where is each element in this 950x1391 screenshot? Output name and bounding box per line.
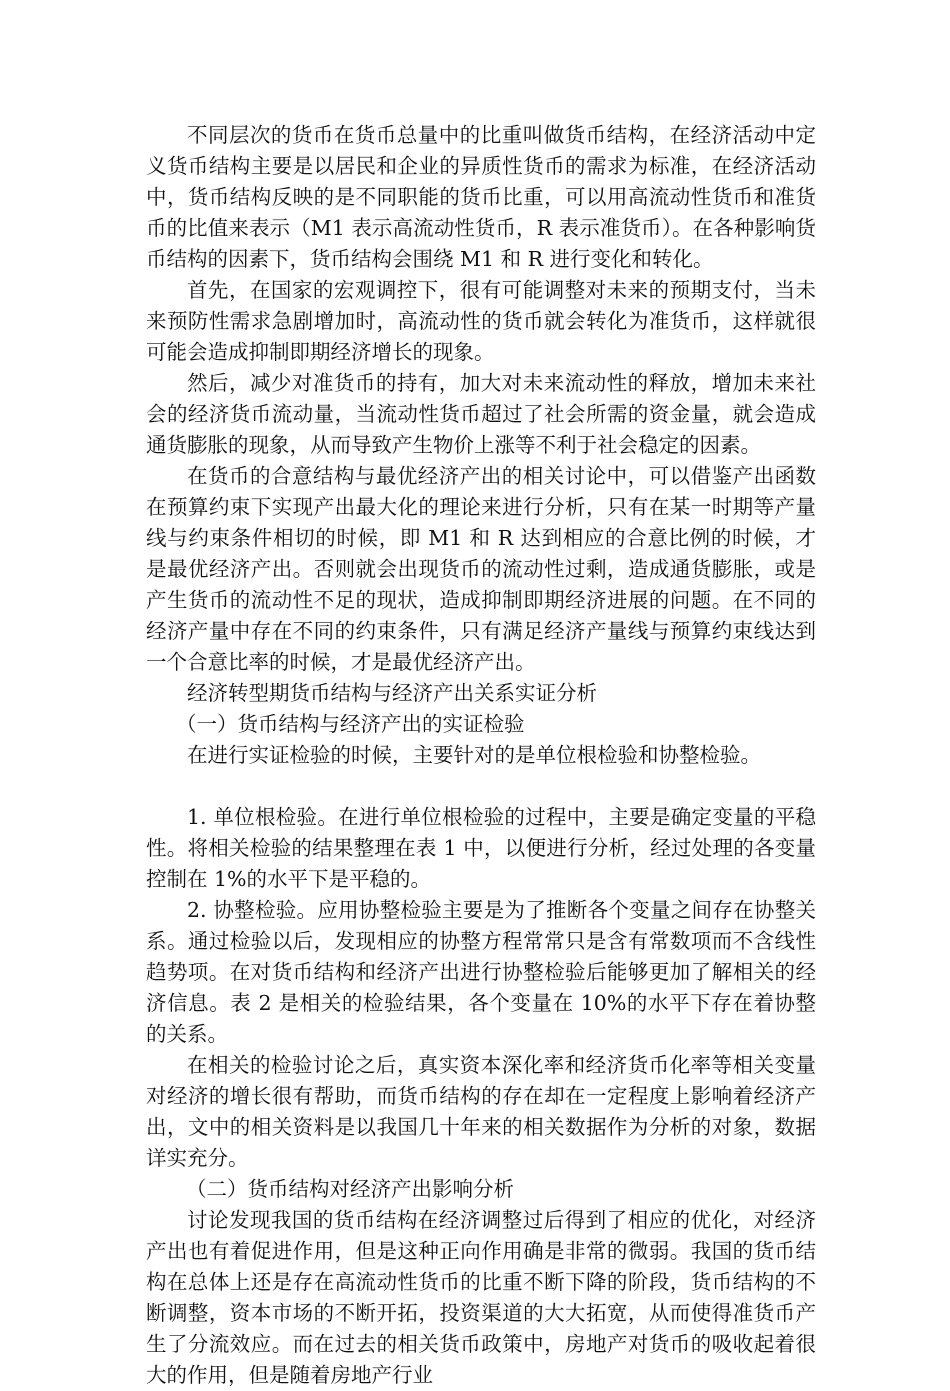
subsection-heading: （一）货币结构与经济产出的实证检验 xyxy=(176,712,525,736)
paragraph: 在进行实证检验的时候，主要针对的是单位根检验和协整检验。 xyxy=(187,743,761,767)
subsection-heading: （二）货币结构对经济产出影响分析 xyxy=(186,1177,514,1201)
paragraph: 首先，在国家的宏观调控下，很有可能调整对未来的预期支付，当未来预防性需求急剧增加时，高流动性的货币就会转化为准货币，这样就很可能会造成抑制即期经济增长的现象。 xyxy=(146,278,816,364)
paragraph: 1. 单位根检验。在进行单位根检验的过程中，主要是确定变量的平稳性。将相关检验的结果整理在表 1 中，以便进行分析，经过处理的各变量控制在 1%的水平下是平稳的。 xyxy=(146,805,816,891)
paragraph: 不同层次的货币在货币总量中的比重叫做货币结构，在经济活动中定义货币结构主要是以居民和企业的异质性货币的需求为标准，在经济活动中，货币结构反映的是不同职能的货币比重，可以用高流动性货币和准货币的比值来表示（M1 表示高流动性货币，R 表示准货币）。在各种影响货币结构的因素下，货币结构会围绕 M1 和 R 进行变化和转化。 xyxy=(146,123,816,271)
paragraph: 然后，减少对准货币的持有，加大对未来流动性的释放，增加未来社会的经济货币流动量，当流动性货币超过了社会所需的资金量，就会造成通货膨胀的现象，从而导致产生物价上涨等不利于社会稳定的因素。 xyxy=(146,371,816,457)
paragraph: 在相关的检验讨论之后，真实资本深化率和经济货币化率等相关变量对经济的增长很有帮助，而货币结构的存在却在一定程度上影响着经济产出，文中的相关资料是以我国几十年来的相关数据作为分析的对象，数据详实充分。 xyxy=(146,1053,816,1170)
paragraph: 讨论发现我国的货币结构在经济调整过后得到了相应的优化，对经济产出也有着促进作用，但是这种正向作用确是非常的微弱。我国的货币结构在总体上还是存在高流动性货币的比重不断下降的阶段，货币结构的不断调整，资本市场的不断开拓，投资渠道的大大拓宽，从而使得准货币产生了分流效应。而在过去的相关货币政策中，房地产对货币的吸收起着很大的作用，但是随着房地产行业 xyxy=(146,1208,816,1387)
paragraph: 2. 协整检验。应用协整检验主要是为了推断各个变量之间存在协整关系。通过检验以后，发现相应的协整方程常常只是含有常数项而不含线性趋势项。在对货币结构和经济产出进行协整检验后能够更加了解相关的经济信息。表 2 是相关的检验结果，各个变量在 10%的水平下存在着协整的关系。 xyxy=(146,898,816,1046)
section-heading: 经济转型期货币结构与经济产出关系实证分析 xyxy=(187,681,597,705)
paragraph-gap xyxy=(146,771,816,802)
paragraph: 在货币的合意结构与最优经济产出的相关讨论中，可以借鉴产出函数在预算约束下实现产出最大化的理论来进行分析，只有在某一时期等产量线与约束条件相切的时候，即 M1 和 R 达到相应的合意比例的时候，才是最优经济产出。否则就会出现货币的流动性过剩，造成通货膨胀，或是产生货币的流动性不足的现状，造成抑制即期经济进展的问题。在不同的经济产量中存在不同的约束条件，只有满足经济产量线与预算约束线达到一个合意比率的时候，才是最优经济产出。 xyxy=(146,464,816,674)
document-page xyxy=(146,120,816,1391)
